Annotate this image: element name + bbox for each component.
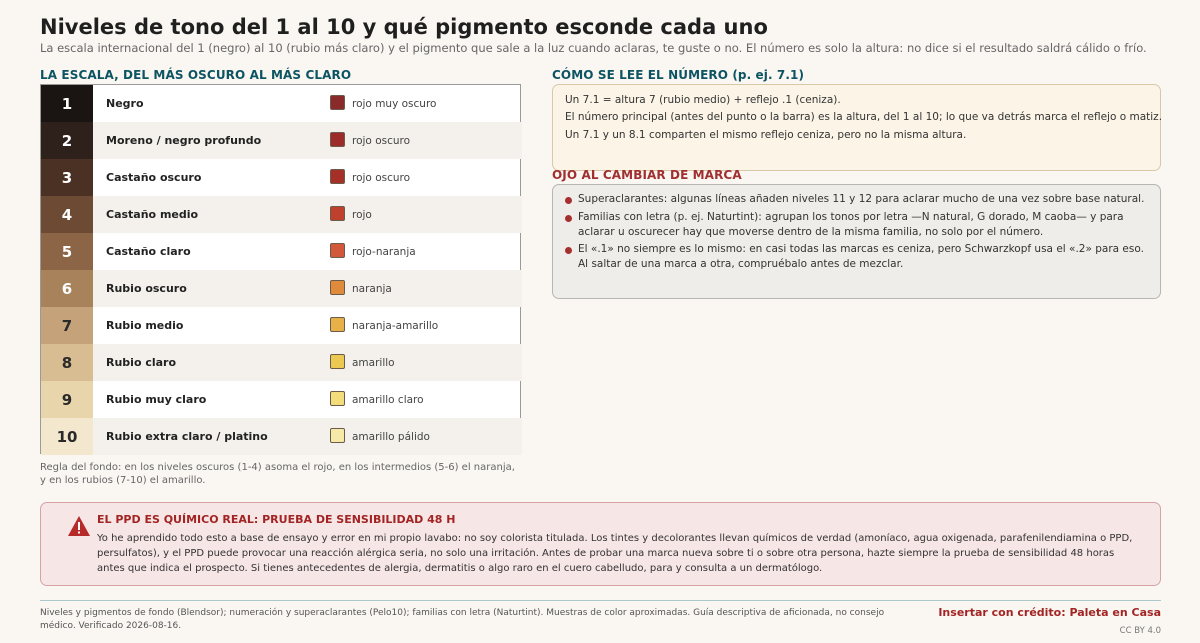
scale-row — [41, 233, 522, 270]
ppd-warning-box — [40, 502, 1161, 586]
bullet-icon — [565, 215, 572, 222]
scale-row — [41, 418, 522, 455]
reading-line: El número principal (antes del punto o la barra) es la altura, del 1 al 10; lo que va detrás marca el reflejo o matiz. — [565, 111, 1163, 123]
page-subtitle: La escala internacional del 1 (negro) al 10 (rubio más claro) y el pigmento que sale a la luz cuando aclaras, te guste o no. El número es solo la altura: no dice si el resultado saldrá cálido o frío. — [40, 41, 1147, 55]
pigment-label: amarillo — [352, 356, 395, 369]
brands-heading: OJO AL CAMBIAR DE MARCA — [552, 168, 742, 182]
level-number: 10 — [41, 418, 93, 455]
page-title: Niveles de tono del 1 al 10 y qué pigmento esconde cada uno — [40, 15, 768, 39]
level-name: Negro — [106, 97, 144, 110]
pigment-swatch — [330, 391, 345, 406]
scale-row — [41, 270, 522, 307]
level-number: 8 — [41, 344, 93, 381]
background-rule-note: Regla del fondo: en los niveles oscuros (1-4) asoma el rojo, en los intermedios (5-6) el naranja, y en los rubios (7-10) el amarillo. — [40, 462, 515, 486]
pigment-label: amarillo pálido — [352, 430, 430, 443]
pigment-swatch — [330, 206, 345, 221]
pigment-swatch — [330, 169, 345, 184]
footer-sources: Niveles y pigmentos de fondo (Blendsor); numeración y superaclarantes (Pelo10); familias con letra (Naturtint). Muestras de color aproximadas. Guía descriptiva de aficionada, no consejo médico. Verificado 2026-08-16. — [40, 608, 885, 631]
pigment-swatch — [330, 428, 345, 443]
level-number: 7 — [41, 307, 93, 344]
brand-tip: Superaclarantes: algunas líneas añaden niveles 11 y 12 para aclarar mucho de una vez sobre base natural. — [578, 193, 1145, 205]
level-name: Castaño claro — [106, 245, 191, 258]
pigment-label: amarillo claro — [352, 393, 424, 406]
scale-heading: LA ESCALA, DEL MÁS OSCURO AL MÁS CLARO — [40, 68, 352, 82]
scale-row — [41, 159, 522, 196]
pigment-label: rojo oscuro — [352, 134, 411, 147]
reading-line: Un 7.1 y un 8.1 comparten el mismo reflejo ceniza, pero no la misma altura. — [565, 129, 967, 141]
footer-credit: Insertar con crédito: Paleta en Casa — [938, 606, 1161, 619]
footer-divider — [40, 600, 1161, 601]
level-number: 4 — [41, 196, 93, 233]
level-name: Rubio oscuro — [106, 282, 187, 295]
reading-line: Un 7.1 = altura 7 (rubio medio) + reflejo .1 (ceniza). — [565, 94, 841, 106]
level-name: Rubio muy claro — [106, 393, 207, 406]
warning-triangle-icon — [67, 515, 91, 537]
pigment-swatch — [330, 132, 345, 147]
pigment-swatch — [330, 354, 345, 369]
level-name: Castaño medio — [106, 208, 199, 221]
warning-title: EL PPD ES QUÍMICO REAL: PRUEBA DE SENSIBILIDAD 48 H — [97, 513, 456, 526]
brands-card — [552, 184, 1161, 299]
brand-tip: El «.1» no siempre es lo mismo: en casi todas las marcas es ceniza, pero Schwarzkopf usa el «.2» para eso. Al saltar de una marca a otra, compruébalo antes de mezclar. — [578, 243, 1144, 270]
bullet-icon — [565, 197, 572, 204]
pigment-label: rojo-naranja — [352, 245, 416, 258]
level-number: 2 — [41, 122, 93, 159]
pigment-swatch — [330, 95, 345, 110]
scale-row — [41, 344, 522, 381]
pigment-label: naranja — [352, 282, 392, 295]
scale-row — [41, 307, 522, 344]
pigment-swatch — [330, 243, 345, 258]
scale-row — [41, 381, 522, 418]
pigment-swatch — [330, 317, 345, 332]
reading-heading: CÓMO SE LEE EL NÚMERO (p. ej. 7.1) — [552, 68, 805, 82]
footer-license: CC BY 4.0 — [1119, 626, 1161, 636]
brand-tip: Familias con letra (p. ej. Naturtint): agrupan los tonos por letra —N natural, G dorado, M caoba— y para aclarar u oscurecer hay que moverse dentro de la misma familia, no solo por el número. — [578, 211, 1124, 238]
scale-row — [41, 85, 522, 122]
level-name: Castaño oscuro — [106, 171, 202, 184]
level-number: 1 — [41, 85, 93, 122]
scale-row — [41, 122, 522, 159]
pigment-label: naranja-amarillo — [352, 319, 439, 332]
pigment-label: rojo oscuro — [352, 171, 411, 184]
warning-body: Yo he aprendido todo esto a base de ensayo y error en mi propio lavabo: no soy colorista titulada. Los tintes y decolorantes llevan químicos de verdad (amoníaco, agua oxigenada, parafenilendiamina o PPD, persulfatos), y el PPD puede provocar una reacción alérgica seria, no solo una irritación. Antes de probar una marca nueva sobre ti o sobre otra persona, hazte siempre la prueba de sensibilidad 48 horas antes que indica el prospecto. Si tienes antecedentes de alergia, dermatitis o algo raro en el cuero cabelludo, para y consulta a un dermatólogo. — [97, 533, 1133, 574]
level-number: 5 — [41, 233, 93, 270]
level-name: Rubio extra claro / platino — [106, 430, 268, 443]
reading-card — [552, 84, 1161, 171]
bullet-icon — [565, 247, 572, 254]
level-name: Moreno / negro profundo — [106, 134, 262, 147]
pigment-label: rojo muy oscuro — [352, 97, 437, 110]
level-number: 6 — [41, 270, 93, 307]
level-name: Rubio claro — [106, 356, 177, 369]
level-number: 9 — [41, 381, 93, 418]
pigment-label: rojo — [352, 208, 372, 221]
tone-scale-table — [40, 84, 521, 454]
level-name: Rubio medio — [106, 319, 184, 332]
pigment-swatch — [330, 280, 345, 295]
scale-row — [41, 196, 522, 233]
level-number: 3 — [41, 159, 93, 196]
